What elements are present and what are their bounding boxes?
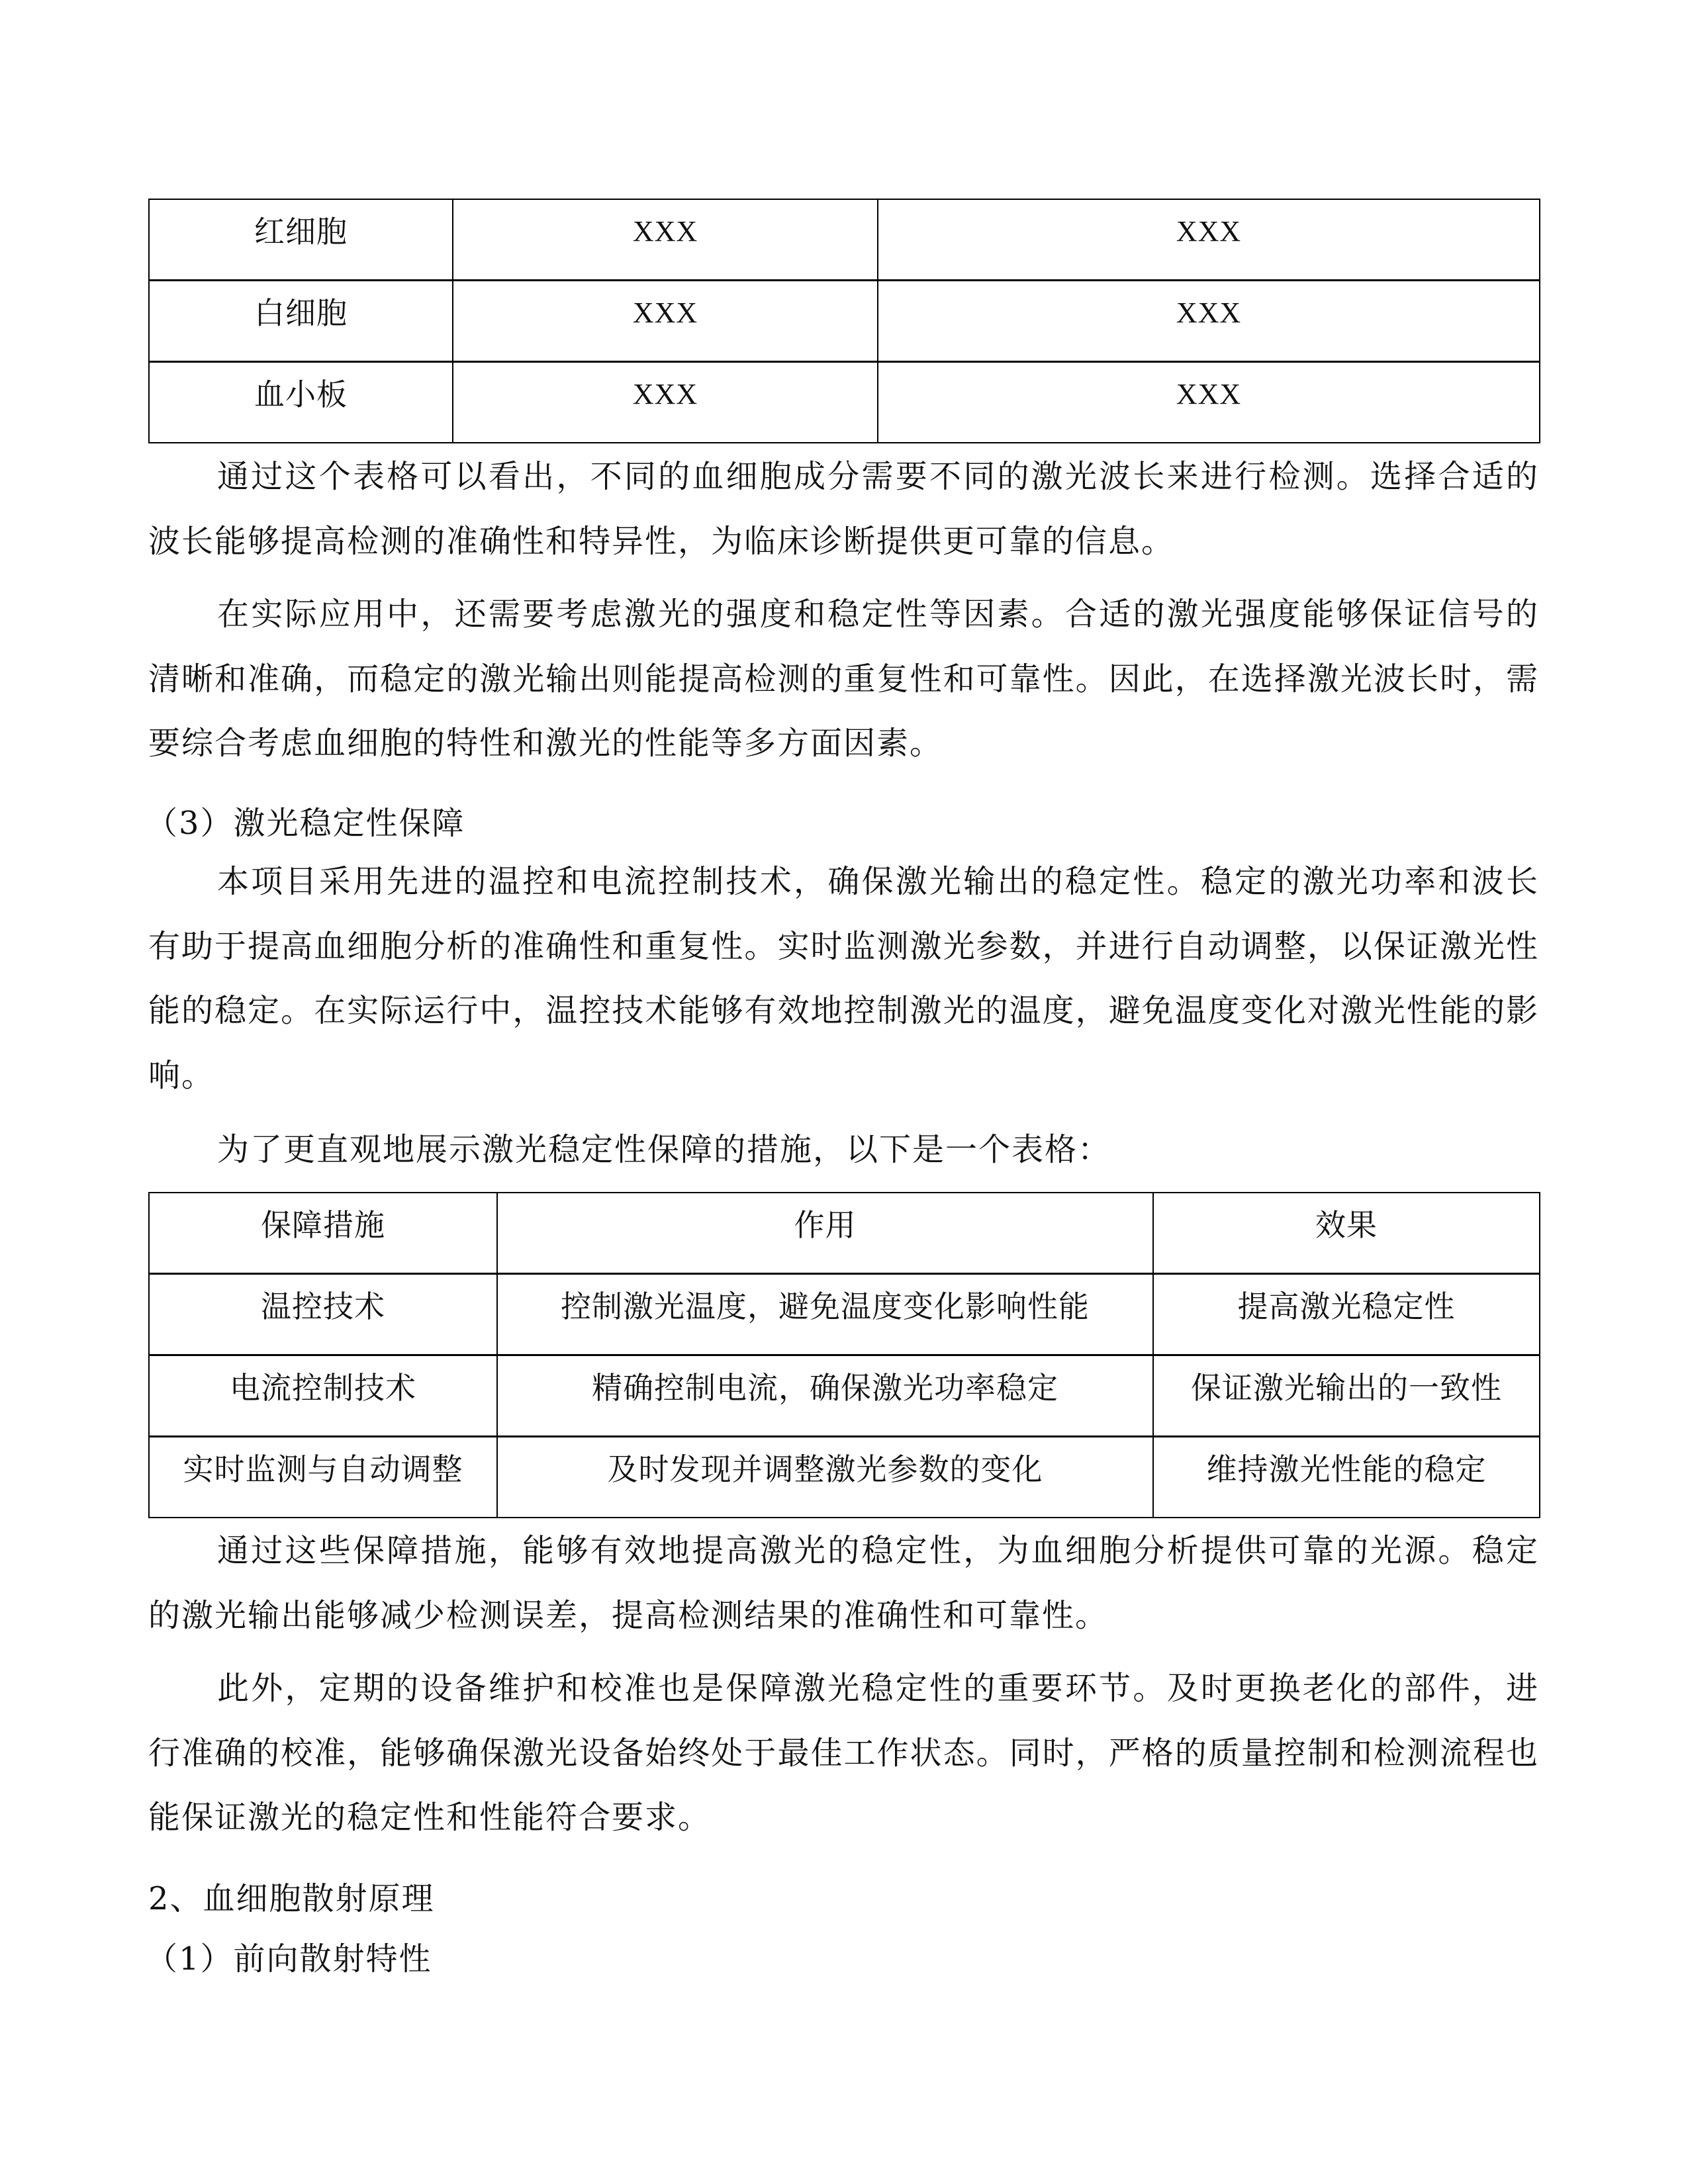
table-row xyxy=(149,199,1540,281)
table-cell-effect: 保证激光输出的一致性 xyxy=(1153,1355,1540,1437)
table-cell-function: 控制激光温度，避免温度变化影响性能 xyxy=(497,1274,1153,1355)
section-heading-laser-stability: （3）激光稳定性保障 xyxy=(146,805,465,842)
table-row xyxy=(149,281,1540,362)
paragraph-maintenance: 此外，定期的设备维护和校准也是保障激光稳定性的重要环节。及时更换老化的部件，进行准确的校准，能够确保激光设备始终处于最佳工作状态。同时，严格的质量控制和检测流程也能保证激光的稳定性和性能符合要求。 xyxy=(148,1670,1539,1836)
table-cell-measure: 电流控制技术 xyxy=(149,1355,497,1437)
table-cell-function: 及时发现并调整激光参数的变化 xyxy=(497,1437,1153,1518)
paragraph-wavelength-summary: 通过这个表格可以看出，不同的血细胞成分需要不同的激光波长来进行检测。选择合适的波长能够提高检测的准确性和特异性，为临床诊断提供更可靠的信息。 xyxy=(148,458,1539,560)
table-header-cell: 作用 xyxy=(497,1193,1153,1274)
table-cell-component: 血小板 xyxy=(149,362,453,443)
table-cell-value: XXX xyxy=(453,281,878,362)
table-cell-value: XXX xyxy=(878,199,1540,281)
paragraph-intensity-stability: 在实际应用中，还需要考虑激光的强度和稳定性等因素。合适的激光强度能够保证信号的清晰和准确，而稳定的激光输出则能提高检测的重复性和可靠性。因此，在选择激光波长时，需要综合考虑血细胞的特性和激光的性能等多方面因素。 xyxy=(148,596,1539,762)
table-row xyxy=(149,1437,1540,1518)
subsection-heading-forward-scatter: （1）前向散射特性 xyxy=(146,1940,432,1978)
table-cell-component: 白细胞 xyxy=(149,281,453,362)
table-row xyxy=(149,1355,1540,1437)
table-header-cell: 效果 xyxy=(1153,1193,1540,1274)
table-cell-value: XXX xyxy=(453,362,878,443)
table-cell-measure: 实时监测与自动调整 xyxy=(149,1437,497,1518)
table-header-cell: 保障措施 xyxy=(149,1193,497,1274)
table-cell-effect: 提高激光稳定性 xyxy=(1153,1274,1540,1355)
table-cell-measure: 温控技术 xyxy=(149,1274,497,1355)
wavelength-table xyxy=(148,199,1540,443)
table-cell-effect: 维持激光性能的稳定 xyxy=(1153,1437,1540,1518)
paragraph-measures-summary: 通过这些保障措施，能够有效地提高激光的稳定性，为血细胞分析提供可靠的光源。稳定的激光输出能够减少检测误差，提高检测结果的准确性和可靠性。 xyxy=(148,1532,1539,1634)
table-cell-value: XXX xyxy=(878,281,1540,362)
table-header-row xyxy=(149,1193,1540,1274)
table-row xyxy=(149,1274,1540,1355)
table-cell-component: 红细胞 xyxy=(149,199,453,281)
paragraph-table-intro: 为了更直观地展示激光稳定性保障的措施，以下是一个表格： xyxy=(217,1131,1111,1168)
table-cell-value: XXX xyxy=(453,199,878,281)
section-heading-scattering-principle: 2、血细胞散射原理 xyxy=(148,1880,435,1917)
stability-measures-table xyxy=(148,1192,1540,1518)
paragraph-stability-tech: 本项目采用先进的温控和电流控制技术，确保激光输出的稳定性。稳定的激光功率和波长有助于提高血细胞分析的准确性和重复性。实时监测激光参数，并进行自动调整，以保证激光性能的稳定。在实际运行中，温控技术能够有效地控制激光的温度，避免温度变化对激光性能的影响。 xyxy=(148,863,1539,1094)
table-cell-value: XXX xyxy=(878,362,1540,443)
table-cell-function: 精确控制电流，确保激光功率稳定 xyxy=(497,1355,1153,1437)
table-row xyxy=(149,362,1540,443)
